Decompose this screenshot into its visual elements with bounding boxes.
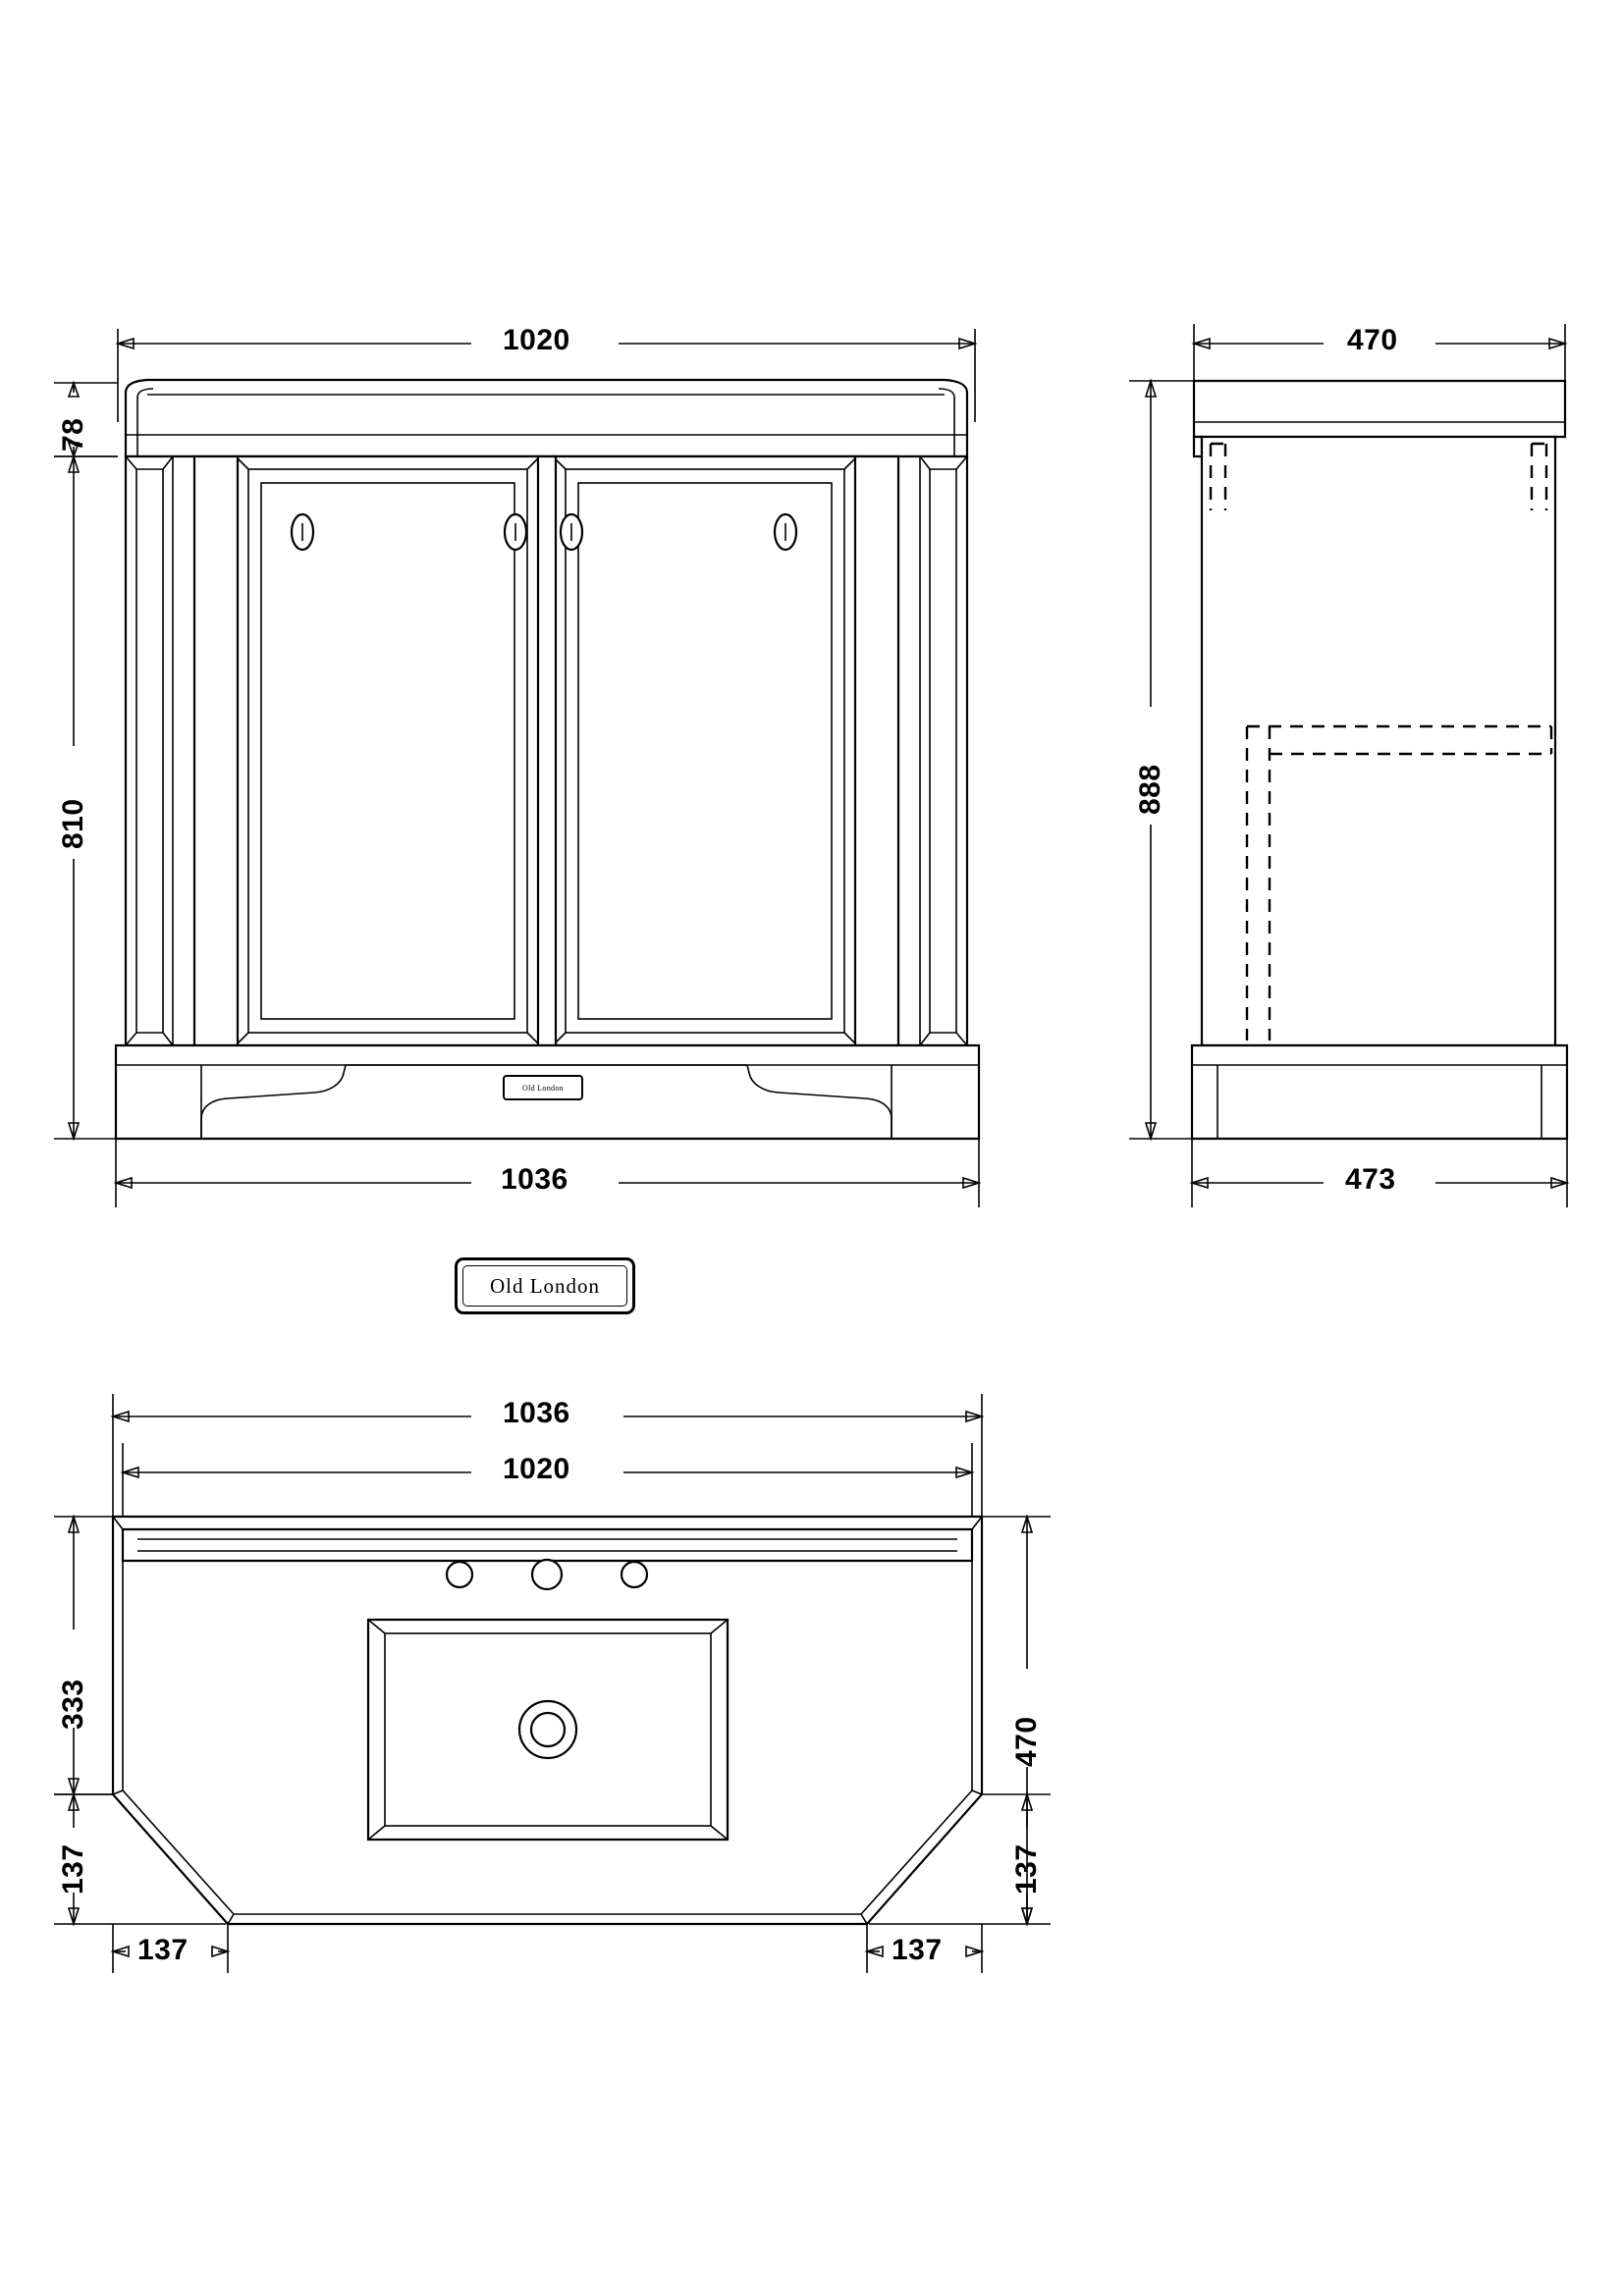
side-elevation-group bbox=[1129, 324, 1567, 1207]
dim-side-depth-470: 470 bbox=[1347, 324, 1398, 356]
brand-plate-label: Old London bbox=[489, 1273, 601, 1298]
dim-plan-chamfer-left-horz-137: 137 bbox=[137, 1934, 189, 1966]
dim-side-height-888: 888 bbox=[1134, 764, 1166, 815]
dim-plan-basin-1020: 1020 bbox=[503, 1453, 570, 1485]
brand-plate bbox=[455, 1257, 635, 1314]
dim-front-height-810: 810 bbox=[57, 798, 89, 849]
dim-front-width-1020: 1020 bbox=[503, 324, 570, 356]
plinth-brand-badge bbox=[503, 1075, 583, 1100]
dim-plan-total-depth-470: 470 bbox=[1010, 1716, 1043, 1767]
dim-front-top-78: 78 bbox=[57, 417, 89, 452]
dim-front-plinth-1036: 1036 bbox=[501, 1163, 568, 1196]
dim-plan-depth-333: 333 bbox=[57, 1679, 89, 1730]
dim-plan-width-1036: 1036 bbox=[503, 1397, 570, 1429]
dim-side-base-473: 473 bbox=[1345, 1163, 1396, 1196]
dim-plan-chamfer-right-137: 137 bbox=[1010, 1843, 1043, 1895]
brand-plate-inner bbox=[462, 1265, 627, 1307]
dim-plan-chamfer-right-horz-137: 137 bbox=[892, 1934, 943, 1966]
dim-plan-chamfer-left-137: 137 bbox=[57, 1843, 89, 1895]
plinth-brand-label: Old London bbox=[522, 1083, 564, 1093]
